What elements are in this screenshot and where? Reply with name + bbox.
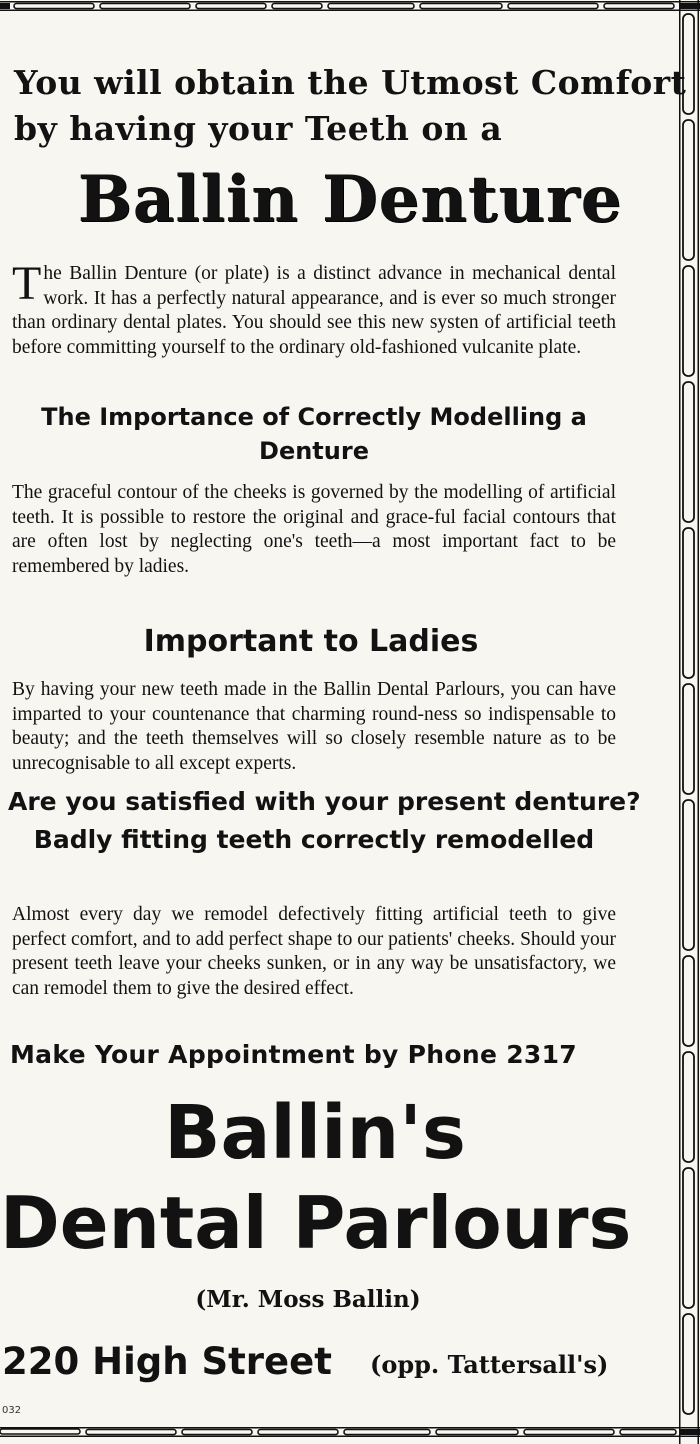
intro-paragraph (12, 257, 616, 360)
proprietor-name: (Mr. Moss Ballin) (195, 1286, 421, 1313)
appointment-line: Make Your Appointment by Phone 2317 (10, 1040, 577, 1069)
business-name-line-2: Dental Parlours (0, 1181, 632, 1265)
remodel-heading-line-2: Badly fitting teeth correctly remodelled (33, 825, 595, 854)
drop-cap: T (12, 257, 42, 310)
modelling-heading-line-1: The Importance of Correctly Modelling a (41, 403, 587, 431)
remodel-paragraph: Almost every day we remodel defectively fitting artificial teeth to give perfect comfort, and to add perfect shape to our patients' cheeks. Should your present teeth leave your cheeks sunken, or in any way be unsatisfactory, we can remodel them to give the desired effect. (12, 904, 616, 999)
intro-text: he Ballin Denture (or plate) is a distinct advance in mechanical dental work. It has a perfectly natural appearance, and is ever so much stronger than ordinary dental plates. You should see this new systen of artificial teeth before committing yourself to the ordinary old-fashioned vulcanite plate. (12, 263, 616, 358)
header-line-1: You will obtain the Utmost Comfort (14, 63, 687, 102)
modelling-heading-line-2: Denture (259, 437, 369, 465)
remodel-heading-line-1: Are you satisfied with your present denture? (8, 787, 641, 816)
product-title: Ballin Denture (77, 162, 623, 237)
street-address: 220 High Street (2, 1340, 332, 1383)
address-landmark: (opp. Tattersall's) (370, 1350, 609, 1379)
ladies-heading: Important to Ladies (143, 624, 479, 659)
modelling-paragraph: The graceful contour of the cheeks is governed by the modelling of artificial teeth. It is possible to restore the original and grace-ful facial contours that are often lost by neglecting one's teeth—a most important fact to be remembered by ladies. (12, 482, 616, 577)
ladies-paragraph: By having your new teeth made in the Ballin Dental Parlours, you can have imparted to your countenance that charming round-ness so indispensable to beauty; and the teeth themselves will so closely resemble nature as to be unrecognisable to all except experts. (12, 679, 616, 774)
print-code: 032 (2, 1405, 22, 1416)
business-name-line-1: Ballin's (164, 1090, 466, 1176)
header-line-2: by having your Teeth on a (14, 109, 503, 148)
